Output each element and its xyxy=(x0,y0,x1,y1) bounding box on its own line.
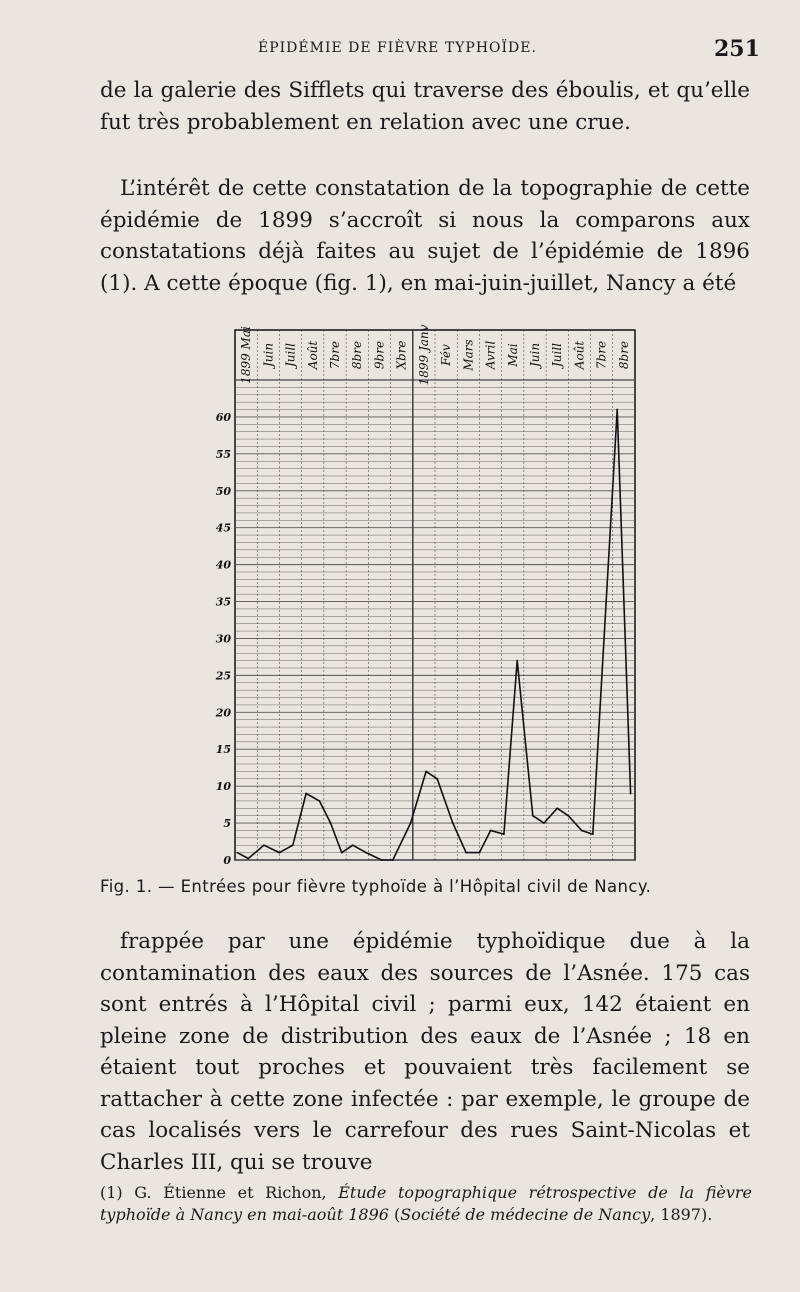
data-point xyxy=(381,859,383,861)
y-tick-label: 60 xyxy=(215,410,231,424)
data-point xyxy=(543,822,545,824)
data-point xyxy=(352,844,354,846)
data-point xyxy=(630,793,632,795)
month-label: Juin xyxy=(261,342,276,368)
footnote-suffix: , 1897). xyxy=(650,1205,713,1224)
footnote-society: Société de médecine de Nancy xyxy=(400,1205,651,1224)
y-tick-label: 40 xyxy=(215,558,231,572)
data-point xyxy=(516,660,518,662)
data-point xyxy=(247,858,249,860)
data-point xyxy=(532,815,534,817)
running-head xyxy=(0,36,800,66)
month-label: Juin xyxy=(528,342,542,368)
footnote-prefix: (1) G. Étienne et Richon, xyxy=(100,1183,339,1202)
typhoid-admissions-chart xyxy=(180,318,640,866)
month-label: 8bre xyxy=(350,340,365,370)
data-point xyxy=(503,833,505,835)
y-tick-label: 5 xyxy=(223,817,231,831)
y-tick-label: 25 xyxy=(215,669,231,683)
month-label: 1899 Janv xyxy=(416,324,431,386)
data-point xyxy=(263,844,265,846)
data-point xyxy=(410,822,412,824)
footnote-middle: ( xyxy=(388,1205,401,1224)
month-label: Fév xyxy=(439,344,454,366)
data-point xyxy=(465,852,467,854)
data-point xyxy=(616,409,618,411)
month-label: Juill xyxy=(550,342,565,368)
month-label: Juill xyxy=(283,342,298,368)
paragraph-topography: L’intérêt de cette constatation de la topographie de cette épidémie de 1899 s’accroît si nous la comparons aux constatations déjà faites au sujet de l’épidémie de 1896 (1). A cette époque (fig. 1), en mai-juin-juillet, Nancy a été xyxy=(100,176,750,296)
month-label: Août xyxy=(305,340,320,370)
data-point xyxy=(330,822,332,824)
y-tick-label: 50 xyxy=(215,484,231,498)
data-point xyxy=(490,830,492,832)
y-tick-label: 20 xyxy=(215,706,231,720)
data-point xyxy=(292,844,294,846)
figure-caption: Fig. 1. — Entrées pour fièvre typhoïde à l’Hôpital civil de Nancy. xyxy=(100,877,652,896)
month-label: 1899 Mai xyxy=(239,326,254,384)
data-point xyxy=(436,778,438,780)
y-tick-label: 55 xyxy=(215,447,231,461)
y-tick-label: 15 xyxy=(215,743,231,757)
data-point xyxy=(392,859,394,861)
data-point xyxy=(452,822,454,824)
month-label: Xbre xyxy=(394,340,409,370)
month-label: 7bre xyxy=(328,340,342,370)
data-point xyxy=(567,815,569,817)
page-number: 251 xyxy=(714,36,760,62)
footnote-title: Étude topographique rétrospective de la fièvre typhoïde à Nancy en mai-août 1896 xyxy=(100,1183,753,1224)
y-tick-label: 30 xyxy=(215,632,231,646)
month-label: 9bre xyxy=(372,340,387,370)
month-label: Avril xyxy=(483,340,498,370)
data-point xyxy=(592,833,594,835)
y-tick-label: 45 xyxy=(215,521,231,535)
month-label: Mai xyxy=(505,343,520,367)
data-point xyxy=(305,793,307,795)
y-tick-label: 35 xyxy=(215,595,231,609)
y-tick-label: 0 xyxy=(223,854,231,866)
month-label: Mars xyxy=(461,339,476,371)
paragraph-continuation: de la galerie des Sifflets qui traverse des éboulis, et qu’elle fut très probablement en relation avec une crue. xyxy=(100,78,750,135)
y-tick-label: 10 xyxy=(215,780,231,794)
paragraph-epidemic: frappée par une épidémie typhoïdique due à la contamination des eaux des sources de l’Asnée. 175 cas sont entrés à l’Hôpital civil ; parmi eux, 142 étaient en pleine zone de distribution des eaux de l’Asnée ; 18 en étaient tout proches et pouvaient très facilement se rattacher à cette zone infectée : par exemple, le groupe de cas localisés vers le carrefour des rues Saint-Nicolas et Charles III, qui se trouve xyxy=(100,929,750,1175)
month-label: 7bre xyxy=(594,340,609,370)
admissions-line xyxy=(237,410,630,861)
footnote xyxy=(100,1182,752,1226)
data-point xyxy=(581,830,583,832)
data-point xyxy=(479,852,481,854)
data-point xyxy=(341,852,343,854)
data-point xyxy=(556,807,558,809)
month-label: Août xyxy=(572,340,587,370)
data-point xyxy=(319,800,321,802)
running-title: ÉPIDÉMIE DE FIÈVRE TYPHOÏDE. xyxy=(258,40,537,56)
data-point xyxy=(425,770,427,772)
month-label: 8bre xyxy=(616,340,631,370)
data-point xyxy=(236,852,238,854)
data-point xyxy=(365,852,367,854)
data-point xyxy=(279,852,281,854)
